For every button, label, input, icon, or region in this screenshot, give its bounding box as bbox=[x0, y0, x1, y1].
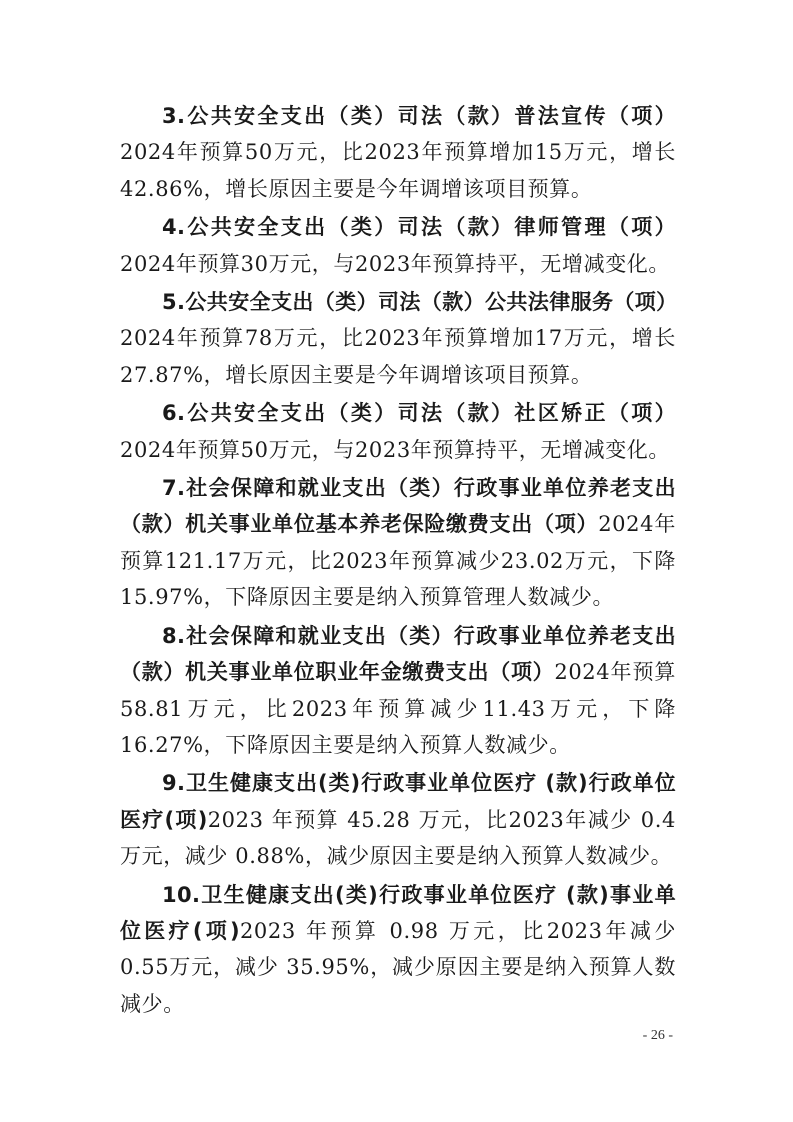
paragraph-9 bbox=[120, 765, 676, 874]
paragraph-5 bbox=[120, 284, 676, 393]
paragraph-text: 2023 年预算 0.98 万元，比2023年减少 0.55万元，减少 35.95%，减少原因主要是纳入预算人数减少。 bbox=[120, 918, 676, 1016]
paragraph-text: 2024年预算58.81万元，比2023年预算减少11.43万元，下降16.27%，下降原因主要是纳入预算人数减少。 bbox=[120, 660, 676, 757]
paragraph-10 bbox=[120, 877, 676, 1023]
paragraph-heading: 6.公共安全支出（类）司法（款）社区矫正（项） bbox=[162, 401, 676, 426]
paragraph-4 bbox=[120, 209, 676, 282]
paragraph-text: 2023 年预算 45.28 万元，比2023年减少 0.4万元，减少 0.88%，减少原因主要是纳入预算人数减少。 bbox=[120, 807, 676, 869]
paragraph-heading: 9.卫生健康支出(类)行政事业单位医疗 (款)行政单位医疗(项) bbox=[120, 771, 676, 832]
page-number: - 26 - bbox=[642, 1028, 673, 1043]
paragraph-heading: 7.社会保障和就业支出（类）行政事业单位养老支出（款）机关事业单位基本养老保险缴费支出（项） bbox=[120, 476, 676, 537]
paragraph-6 bbox=[120, 395, 676, 468]
paragraph-text: 2024年预算50万元，比2023年预算增加15万元，增长42.86%，增长原因主要是今年调增该项目预算。 bbox=[120, 140, 676, 201]
paragraph-heading: 3.公共安全支出（类）司法（款）普法宣传（项） bbox=[162, 104, 676, 128]
paragraph-heading: 8.社会保障和就业支出（类）行政事业单位养老支出（款）机关事业单位职业年金缴费支出（项） bbox=[120, 623, 676, 685]
paragraph-text: 2024年预算30万元，与2023年预算持平，无增减变化。 bbox=[120, 251, 671, 276]
paragraph-heading: 10.卫生健康支出(类)行政事业单位医疗 (款)事业单位医疗(项) bbox=[120, 882, 676, 943]
document-body bbox=[120, 98, 676, 1024]
paragraph-7 bbox=[120, 470, 676, 616]
paragraph-8 bbox=[120, 618, 676, 764]
paragraph-heading: 4.公共安全支出（类）司法（款）律师管理（项） bbox=[162, 215, 676, 240]
paragraph-3 bbox=[120, 98, 676, 207]
paragraph-text: 2024年预算78万元，比2023年预算增加17万元，增长27.87%，增长原因主要是今年调增该项目预算。 bbox=[120, 326, 676, 387]
paragraph-heading: 5.公共安全支出（类）司法（款）公共法律服务（项） bbox=[162, 290, 678, 315]
paragraph-text: 2024年预算121.17万元，比2023年预算减少23.02万元，下降15.97%，下降原因主要是纳入预算管理人数减少。 bbox=[120, 512, 676, 610]
paragraph-text: 2024年预算50万元，与2023年预算持平，无增减变化。 bbox=[120, 437, 671, 462]
